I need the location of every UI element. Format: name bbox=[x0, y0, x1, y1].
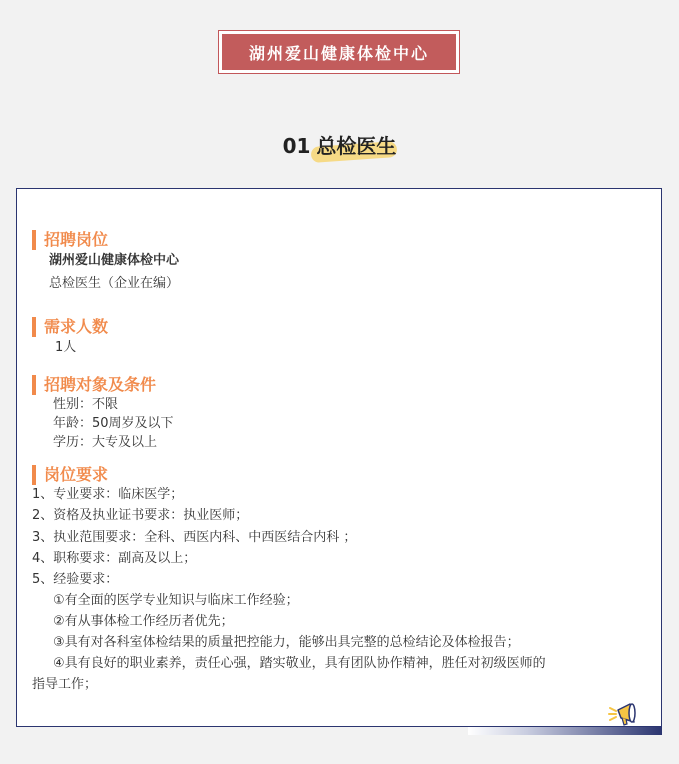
heading-requirements: 岗位要求 bbox=[32, 465, 108, 485]
requirement-item: 1、专业要求：临床医学； bbox=[32, 487, 184, 502]
heading-conditions: 招聘对象及条件 bbox=[32, 375, 156, 395]
heading-recruit-position: 招聘岗位 bbox=[32, 230, 108, 250]
megaphone-icon bbox=[608, 700, 648, 728]
requirement-item: 5、经验要求： bbox=[32, 572, 119, 587]
condition-gender: 性别：不限 bbox=[53, 397, 119, 412]
experience-subitem: ②有从事体检工作经历者优先； bbox=[53, 614, 234, 629]
experience-subitem: ①有全面的医学专业知识与临床工作经验； bbox=[53, 593, 299, 608]
section-title-text: 总检医生 bbox=[316, 133, 397, 158]
requirement-item: 3、执业范围要求：全科、西医内科、中西医结合内科 ； bbox=[32, 530, 357, 545]
card-bottom-accent bbox=[468, 727, 662, 735]
condition-education: 学历：大专及以上 bbox=[53, 435, 158, 450]
header-banner bbox=[218, 30, 460, 74]
section-number: 01 bbox=[282, 133, 311, 158]
requirement-item: 4、职称要求：副高及以上； bbox=[32, 551, 197, 566]
header-banner-title: 湖州爱山健康体检中心 bbox=[222, 34, 456, 70]
experience-subitem-wrap: 指导工作； bbox=[32, 677, 98, 692]
requirement-item: 2、资格及执业证书要求：执业医师； bbox=[32, 508, 249, 523]
headcount-value: 1人 bbox=[55, 340, 77, 355]
org-name: 湖州爱山健康体检中心 bbox=[49, 253, 180, 268]
condition-age: 年龄：50周岁及以下 bbox=[53, 416, 174, 431]
experience-subitem: ④具有良好的职业素养，责任心强，踏实敬业，具有团队协作精神，胜任对初级医师的 bbox=[53, 656, 546, 671]
section-title bbox=[0, 126, 679, 162]
heading-headcount: 需求人数 bbox=[32, 317, 108, 337]
job-card bbox=[16, 188, 662, 727]
position-name: 总检医生（企业在编） bbox=[49, 276, 180, 291]
experience-subitem: ③具有对各科室体检结果的质量把控能力，能够出具完整的总检结论及体检报告； bbox=[53, 635, 520, 650]
